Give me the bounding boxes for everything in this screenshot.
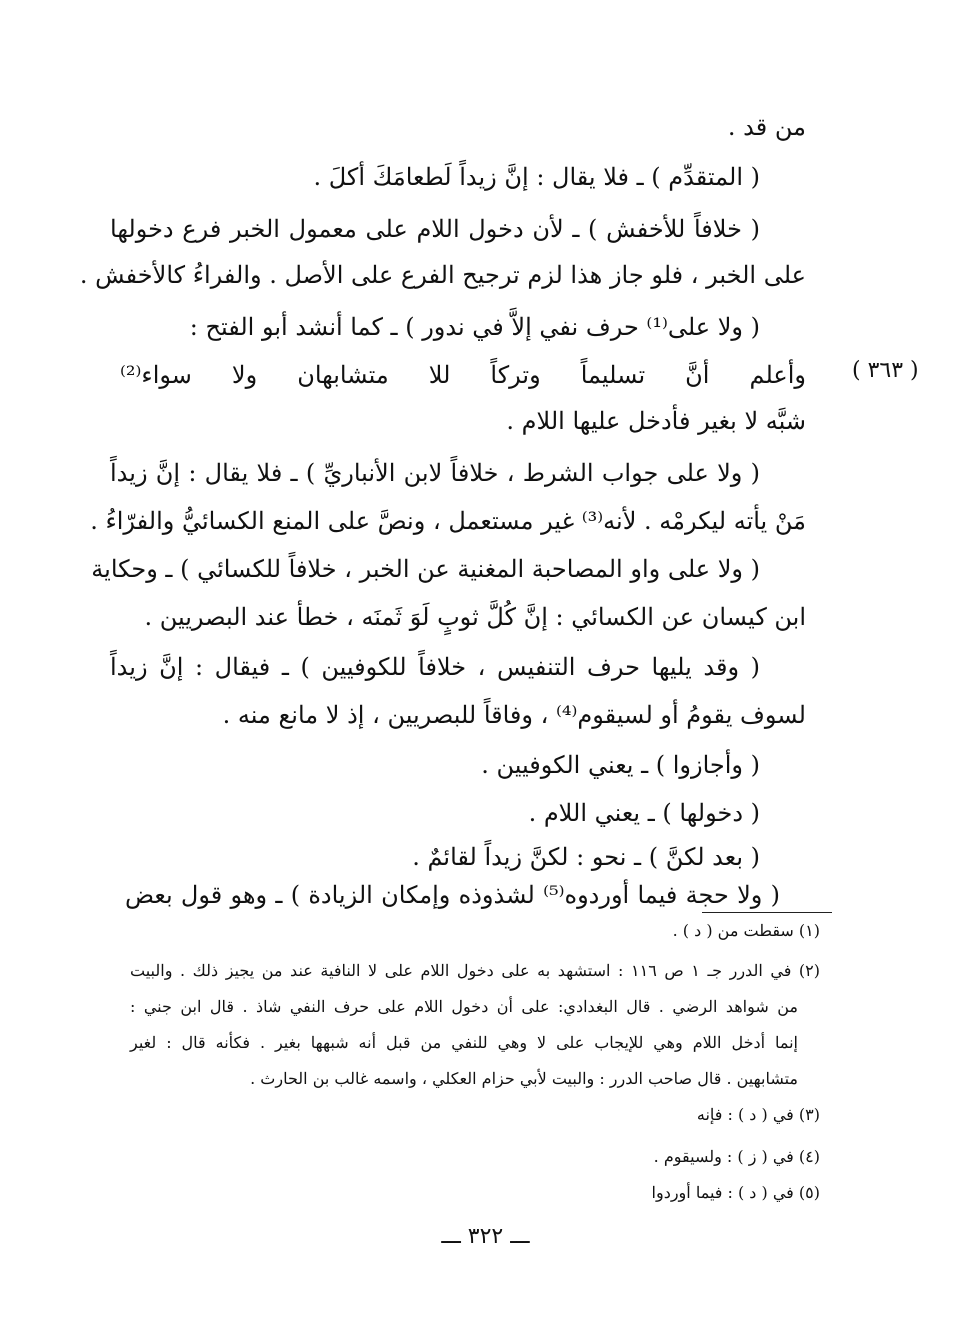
footnote: إنما أدخل اللام وهي للإيجاب على لا وهي للنفي من قبل أنه شبهها بغير . فكأنه قال : لغير	[130, 1033, 798, 1052]
footnote: من شواهد الرضي . قال البغدادي: على أن دخول اللام على حرف النفي شاذ . قال ابن جني :	[130, 997, 798, 1016]
footnote: (٥) في ( د ) : فيما أوردوا	[651, 1183, 820, 1202]
text-line: ( ولا على واو المصاحبة المغنية عن الخبر ، خلافاً للكسائي ) ـ وحكاية	[91, 555, 760, 583]
page-number: ـــ ٣٢٢ ـــ	[441, 1224, 530, 1249]
text-line: ( خلافاً للأخفش ) ـ لأن دخول اللام على معمول الخبر فرع دخولها	[110, 215, 760, 243]
text-line: ( وقد يليها حرف التنفيس ، خلافاً للكوفيين ) ـ فيقال : إنَّ زيداً	[110, 653, 760, 681]
verse-number: ( ٣٦٣ )	[852, 358, 919, 383]
text-line: ابن كيسان عن الكسائي : إنَّ كُلَّ ثوبٍ لَوَ ثَمنَه ، خطأ عند البصريين .	[144, 603, 806, 631]
footnote: (٣) في ( د ) : فإنه	[696, 1105, 820, 1124]
text-line: ( ولا حجة فيما أوردوه⁽⁵⁾ لشذوذه وإمكان الزيادة ) ـ وهو قول بعض	[125, 881, 780, 909]
text-line: من قد .	[727, 113, 806, 141]
text-line: ( بعد لكنَّ ) ـ نحو : لكنَّ زيداً لقائمٌ .	[412, 843, 760, 871]
text-line: شبَّه لا بغير فأدخل عليها اللام .	[506, 407, 806, 435]
text-line: مَنْ يأته ليكرمْه . لأنه⁽³⁾ غير مستعمل ، ونصَّ على المنع الكسائيُّ والفرّاءُ .	[90, 507, 806, 535]
text-line: ( المتقدِّم ) ـ فلا يقال : إنَّ زيداً لَطعامَكَ أكلَ .	[313, 163, 760, 191]
text-line: على الخبر ، فلو جاز هذا لزم ترجيح الفرع على الأصل . والفراءُ كالأخفش .	[79, 261, 806, 289]
text-line: ( ولا على⁽¹⁾ حرف نفي إلاَّ في ندور ) ـ كما أنشد أبو الفتح :	[189, 313, 760, 341]
footnote: (١) سقطت من ( د ) .	[672, 921, 820, 940]
footnote: متشابهين . قال صاحب الدرر : والبيت لأبي حزام العكلي ، واسمه غالب بن الحارث .	[250, 1069, 798, 1088]
text-line: لسوف يقومُ أو لسيقوم⁽⁴⁾ ، وفاقاً للبصريين ، إذ لا مانع منه .	[222, 701, 806, 729]
text-line: ( ولا على جواب الشرط ، خلافاً لابن الأنباريِّ ) ـ فلا يقال : إنَّ زيداً	[110, 459, 760, 487]
footnote: (٤) في ( ز ) : ولسيقوم .	[653, 1147, 820, 1166]
text-line: ( دخولها ) ـ يعني اللام .	[528, 799, 760, 827]
footnote: (٢) في الدرر جـ ١ ص ١١٦ : استشهد به على دخول اللام على لا النافية عند من يجيز ذلك . والبيت	[130, 961, 821, 980]
text-line: ( وأجازوا ) ـ يعني الكوفيين .	[481, 751, 760, 779]
verse-line: وأعلم أنَّ تسليماً وتركاً للا متشابهان ولا سواء⁽²⁾	[120, 361, 806, 389]
footnote-separator	[702, 912, 832, 913]
